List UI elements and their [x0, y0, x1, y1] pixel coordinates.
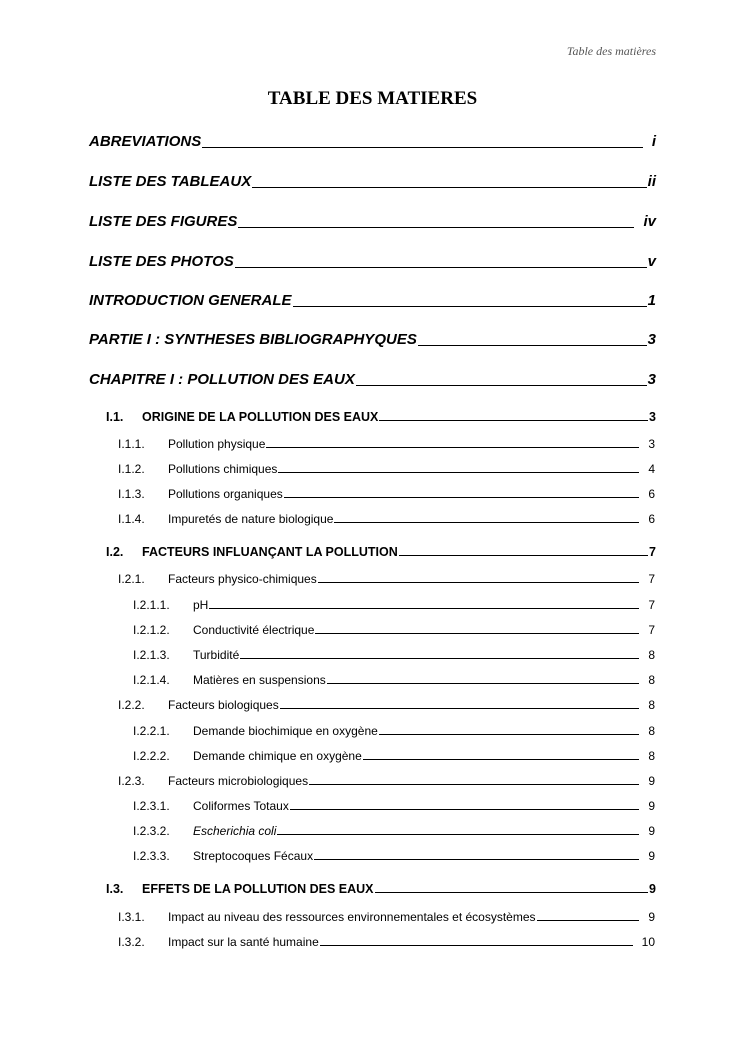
toc-entry-title: Escherichia coli — [193, 824, 277, 838]
toc-page-number: 6 — [648, 487, 655, 501]
toc-entry-title: LISTE DES FIGURES — [89, 213, 238, 230]
toc-entry-number: I.1.4. — [118, 512, 145, 526]
toc-page-number: 7 — [648, 623, 655, 637]
toc-leader — [327, 683, 640, 684]
toc-page-number: 4 — [648, 462, 655, 476]
toc-entry-title: Impact au niveau des ressources environnementales et écosystèmes — [168, 910, 536, 924]
toc-entry-number: I.1.2. — [118, 462, 145, 476]
page-title: TABLE DES MATIERES — [267, 88, 478, 109]
toc-page-number: 9 — [648, 799, 655, 813]
toc-page-number: 8 — [648, 724, 655, 738]
toc-leader — [375, 892, 649, 893]
toc-entry-1-2-2-1[interactable] — [133, 724, 655, 738]
toc-entry-title: LISTE DES PHOTOS — [89, 253, 234, 270]
toc-entry-number: I.2.3.1. — [133, 799, 170, 813]
toc-entry-liste-tableaux[interactable] — [89, 173, 656, 190]
toc-entry-title: Coliformes Totaux — [193, 799, 289, 813]
toc-entry-number: I.2.2. — [118, 698, 145, 712]
toc-entry-title: Pollutions chimiques — [168, 462, 278, 476]
toc-page-number: 9 — [648, 824, 655, 838]
toc-leader — [379, 420, 648, 421]
toc-entry-number: I.3.1. — [118, 910, 145, 924]
toc-entry-title: CHAPITRE I : POLLUTION DES EAUX — [89, 371, 355, 388]
toc-entry-1-1-1[interactable] — [118, 437, 655, 451]
toc-entry-title: Demande chimique en oxygène — [193, 749, 362, 763]
toc-entry-title: Facteurs microbiologiques — [168, 774, 309, 788]
toc-entry-introduction[interactable] — [89, 292, 656, 309]
toc-entry-number: I.2.1.1. — [133, 598, 170, 612]
toc-entry-number: I.3.2. — [118, 935, 145, 949]
toc-leader — [314, 859, 639, 860]
toc-entry-number: I.2.1.4. — [133, 673, 170, 687]
toc-leader — [238, 227, 634, 228]
toc-entry-title: Impact sur la santé humaine — [168, 935, 319, 949]
toc-entry-section-1-3[interactable] — [106, 882, 656, 896]
toc-entry-1-2-3-3[interactable] — [133, 849, 655, 863]
toc-entry-1-1-3[interactable] — [118, 487, 655, 501]
toc-entry-1-2-1-3[interactable] — [133, 648, 655, 662]
toc-leader — [379, 734, 640, 735]
toc-page-number: 9 — [648, 849, 655, 863]
toc-leader — [284, 497, 640, 498]
toc-entry-liste-photos[interactable] — [89, 253, 656, 270]
toc-entry-1-3-1[interactable] — [118, 910, 655, 924]
toc-leader — [202, 147, 643, 148]
toc-entry-title: ORIGINE DE LA POLLUTION DES EAUX — [142, 410, 379, 424]
toc-page-number: ii — [647, 173, 656, 190]
toc-page-number: 3 — [647, 371, 656, 388]
toc-entry-number: I.2.1.3. — [133, 648, 170, 662]
toc-leader — [209, 608, 639, 609]
toc-page-number: 7 — [649, 545, 656, 559]
toc-leader — [320, 945, 633, 946]
toc-entry-title: Pollutions organiques — [168, 487, 283, 501]
toc-page-number: 8 — [648, 648, 655, 662]
toc-entry-title: Pollution physique — [168, 437, 266, 451]
toc-entry-title: Facteurs physico-chimiques — [168, 572, 317, 586]
toc-entry-title: PARTIE I : SYNTHESES BIBLIOGRAPHYQUES — [89, 331, 417, 348]
toc-entry-1-2-2[interactable] — [118, 698, 655, 712]
toc-entry-1-2-2-2[interactable] — [133, 749, 655, 763]
toc-entry-title: Conductivité électrique — [193, 623, 315, 637]
toc-entry-number: I.1. — [106, 410, 124, 424]
toc-entry-title: pH — [193, 598, 209, 612]
toc-leader — [315, 633, 639, 634]
toc-leader — [537, 920, 640, 921]
toc-entry-number: I.1.3. — [118, 487, 145, 501]
toc-leader — [309, 784, 639, 785]
toc-page-number: 7 — [648, 598, 655, 612]
toc-entry-section-1-2[interactable] — [106, 545, 656, 559]
toc-entry-liste-figures[interactable] — [89, 213, 656, 230]
toc-leader — [278, 472, 639, 473]
toc-entry-number: I.2.1. — [118, 572, 145, 586]
toc-entry-title: LISTE DES TABLEAUX — [89, 173, 252, 190]
toc-entry-1-2-1[interactable] — [118, 572, 655, 586]
toc-page-number: iv — [643, 213, 656, 230]
toc-entry-title: ABREVIATIONS — [89, 133, 202, 150]
toc-entry-1-2-1-1[interactable] — [133, 598, 655, 612]
toc-entry-abreviations[interactable] — [89, 133, 656, 150]
toc-page-number: 8 — [648, 698, 655, 712]
toc-leader — [399, 555, 648, 556]
toc-page-number: 1 — [647, 292, 656, 309]
toc-leader — [240, 658, 639, 659]
toc-entry-number: I.2. — [106, 545, 124, 559]
toc-leader — [356, 385, 647, 386]
toc-entry-title: Streptocoques Fécaux — [193, 849, 314, 863]
toc-entry-number: I.1.1. — [118, 437, 145, 451]
toc-leader — [235, 267, 647, 268]
toc-page-number: 3 — [647, 331, 656, 348]
toc-page-number: 9 — [648, 774, 655, 788]
toc-entry-1-2-1-4[interactable] — [133, 673, 655, 687]
toc-entry-number: I.2.1.2. — [133, 623, 170, 637]
toc-leader — [318, 582, 640, 583]
toc-page-number: 9 — [649, 882, 656, 896]
toc-leader — [334, 522, 639, 523]
toc-entry-title: Matières en suspensions — [193, 673, 326, 687]
toc-page-number: 8 — [648, 749, 655, 763]
toc-page-number: v — [647, 253, 656, 270]
toc-entry-title: EFFETS DE LA POLLUTION DES EAUX — [142, 882, 374, 896]
toc-page-number: 7 — [648, 572, 655, 586]
toc-entry-title: Demande biochimique en oxygène — [193, 724, 378, 738]
toc-entry-number: I.2.3. — [118, 774, 145, 788]
toc-leader — [266, 447, 639, 448]
toc-page-number: 9 — [648, 910, 655, 924]
toc-leader — [252, 187, 646, 188]
toc-leader — [290, 809, 639, 810]
toc-entry-number: I.2.2.1. — [133, 724, 170, 738]
toc-entry-number: I.2.2.2. — [133, 749, 170, 763]
toc-page-number: 6 — [648, 512, 655, 526]
toc-entry-1-2-1-2[interactable] — [133, 623, 655, 637]
toc-entry-chapitre-1[interactable] — [89, 371, 656, 388]
toc-entry-1-3-2[interactable] — [118, 935, 655, 949]
toc-entry-1-1-2[interactable] — [118, 462, 655, 476]
toc-entry-number: I.2.3.2. — [133, 824, 170, 838]
toc-leader — [293, 306, 647, 307]
toc-entry-title: Impuretés de nature biologique — [168, 512, 334, 526]
toc-entry-1-2-3[interactable] — [118, 774, 655, 788]
toc-leader — [418, 345, 647, 346]
toc-leader — [277, 834, 639, 835]
toc-entry-1-1-4[interactable] — [118, 512, 655, 526]
running-header: Table des matières — [566, 44, 656, 58]
toc-page-number: 10 — [641, 935, 655, 949]
toc-page-number: 8 — [648, 673, 655, 687]
toc-page-number: i — [651, 133, 656, 150]
toc-entry-number: I.2.3.3. — [133, 849, 170, 863]
toc-entry-title: INTRODUCTION GENERALE — [89, 292, 292, 309]
toc-page-number: 3 — [648, 437, 655, 451]
toc-entry-1-2-3-1[interactable] — [133, 799, 655, 813]
toc-entry-number: I.3. — [106, 882, 124, 896]
toc-entry-title: Turbidité — [193, 648, 240, 662]
toc-entry-partie-1[interactable] — [89, 331, 656, 348]
toc-entry-title: Facteurs biologiques — [168, 698, 279, 712]
toc-leader — [363, 759, 640, 760]
toc-entry-1-2-3-2[interactable] — [133, 824, 655, 838]
toc-page-number: 3 — [649, 410, 656, 424]
toc-entry-title: FACTEURS INFLUANÇANT LA POLLUTION — [142, 545, 398, 559]
toc-entry-section-1-1[interactable] — [106, 410, 656, 424]
toc-leader — [280, 708, 640, 709]
